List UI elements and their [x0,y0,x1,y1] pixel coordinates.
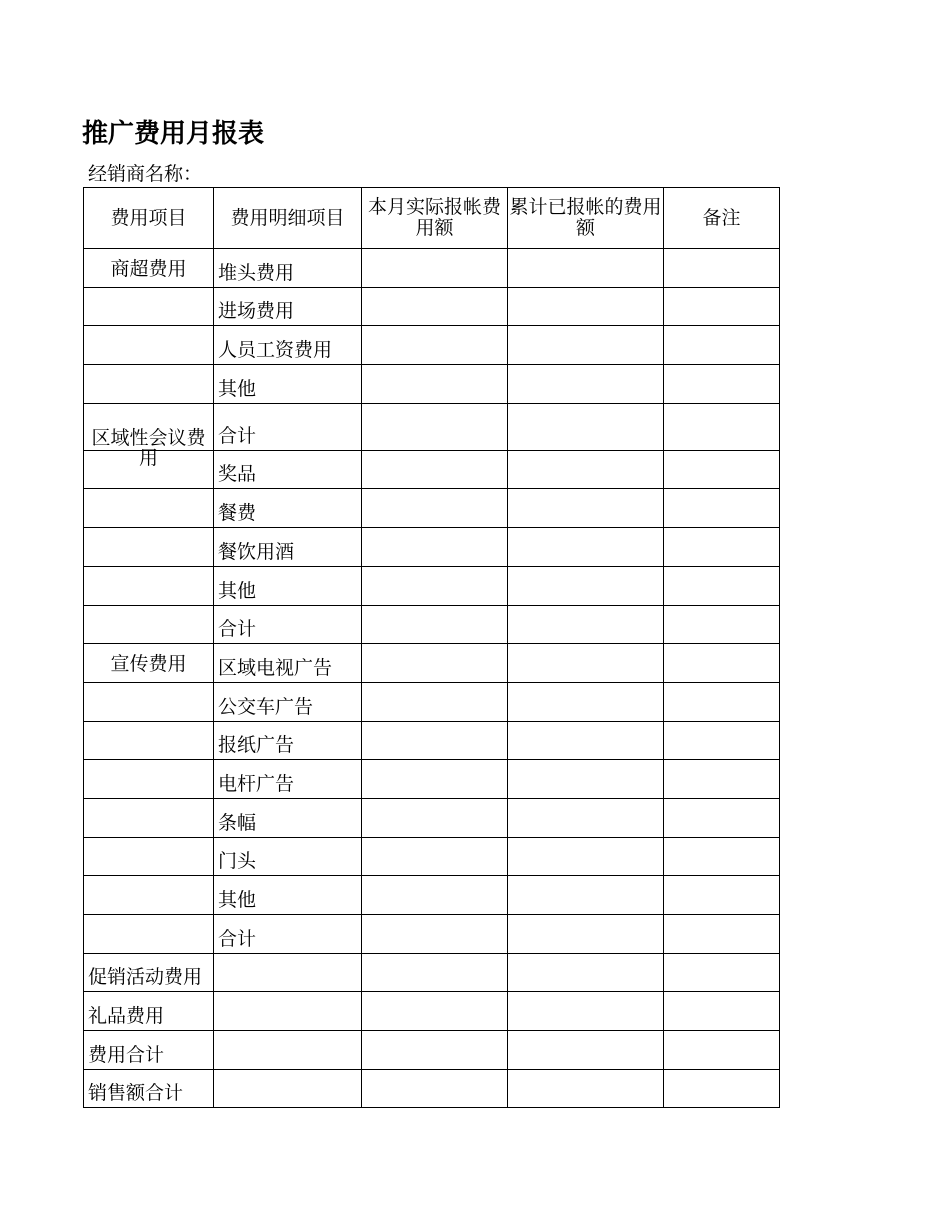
remark-cell[interactable] [664,876,780,915]
remark-cell[interactable] [664,249,780,288]
table-row [84,915,780,954]
cumulative-amount-cell[interactable] [508,760,664,799]
detail-cell[interactable]: 电杆广告 [214,760,362,799]
category-cell[interactable] [84,365,214,404]
remark-cell[interactable] [664,644,780,683]
cumulative-amount-cell[interactable] [508,876,664,915]
monthly-amount-cell[interactable] [362,760,508,799]
monthly-amount-cell[interactable] [362,876,508,915]
remark-cell[interactable] [664,837,780,876]
table-row [84,566,780,605]
category-cell[interactable] [84,760,214,799]
category-cell[interactable]: 促销活动费用 [84,953,214,992]
cumulative-amount-cell[interactable] [508,798,664,837]
remark-cell[interactable] [664,953,780,992]
expense-table [83,187,780,1108]
table-row [84,326,780,365]
remark-cell[interactable] [664,566,780,605]
monthly-amount-cell[interactable] [362,528,508,567]
category-cell[interactable]: 销售额合计 [84,1069,214,1108]
table-row [84,528,780,567]
monthly-amount-cell[interactable] [362,721,508,760]
table-row [84,1031,780,1070]
cumulative-amount-cell[interactable] [508,682,664,721]
remark-cell[interactable] [664,326,780,365]
table-row [84,365,780,404]
monthly-amount-cell[interactable] [362,798,508,837]
table-row [84,403,780,450]
table-row [84,489,780,528]
remark-cell[interactable] [664,287,780,326]
dealer-name-label: 经销商名称： [88,163,203,185]
category-cell[interactable] [84,798,214,837]
table-row [84,287,780,326]
cumulative-amount-cell[interactable] [508,837,664,876]
detail-cell[interactable]: 条幅 [214,798,362,837]
cumulative-amount-cell[interactable] [508,915,664,954]
table-row [84,249,780,288]
cumulative-amount-cell[interactable] [508,953,664,992]
detail-cell[interactable]: 合计 [214,915,362,954]
category-cell[interactable]: 区域性会议费用 [84,403,214,450]
detail-cell[interactable]: 其他 [214,365,362,404]
cumulative-amount-cell[interactable] [508,605,664,644]
detail-cell[interactable]: 堆头费用 [214,249,362,288]
monthly-amount-cell[interactable] [362,287,508,326]
category-cell[interactable] [84,915,214,954]
header-cell: 费用明细项目 [214,188,362,249]
detail-cell[interactable]: 进场费用 [214,287,362,326]
cumulative-amount-cell[interactable] [508,1069,664,1108]
cumulative-amount-cell[interactable] [508,566,664,605]
remark-cell[interactable] [664,992,780,1031]
remark-cell[interactable] [664,1031,780,1070]
monthly-amount-cell[interactable] [362,644,508,683]
detail-cell[interactable] [214,1031,362,1070]
monthly-amount-cell[interactable] [362,682,508,721]
header-cell: 累计已报帐的费用额 [508,188,664,249]
remark-cell[interactable] [664,489,780,528]
monthly-amount-cell[interactable] [362,915,508,954]
detail-cell[interactable]: 餐饮用酒 [214,528,362,567]
monthly-amount-cell[interactable] [362,489,508,528]
detail-cell[interactable]: 合计 [214,403,362,450]
table-row [84,953,780,992]
detail-cell[interactable]: 公交车广告 [214,682,362,721]
detail-cell[interactable]: 餐费 [214,489,362,528]
category-cell[interactable] [84,721,214,760]
remark-cell[interactable] [664,915,780,954]
category-cell[interactable] [84,566,214,605]
monthly-amount-cell[interactable] [362,566,508,605]
cumulative-amount-cell[interactable] [508,1031,664,1070]
remark-cell[interactable] [664,450,780,489]
category-cell[interactable] [84,837,214,876]
cumulative-amount-cell[interactable] [508,287,664,326]
category-cell[interactable]: 宣传费用 [84,644,214,683]
category-cell[interactable]: 费用合计 [84,1031,214,1070]
table-row [84,721,780,760]
detail-cell[interactable] [214,953,362,992]
cumulative-amount-cell[interactable] [508,450,664,489]
remark-cell[interactable] [664,605,780,644]
detail-cell[interactable]: 其他 [214,876,362,915]
monthly-amount-cell[interactable] [362,1069,508,1108]
cumulative-amount-cell[interactable] [508,992,664,1031]
remark-cell[interactable] [664,721,780,760]
monthly-amount-cell[interactable] [362,605,508,644]
remark-cell[interactable] [664,365,780,404]
detail-cell[interactable]: 报纸广告 [214,721,362,760]
monthly-amount-cell[interactable] [362,249,508,288]
table-row [84,682,780,721]
remark-cell[interactable] [664,403,780,450]
category-cell[interactable] [84,876,214,915]
remark-cell[interactable] [664,682,780,721]
cumulative-amount-cell[interactable] [508,326,664,365]
detail-cell[interactable]: 人员工资费用 [214,326,362,365]
category-cell[interactable] [84,605,214,644]
category-cell[interactable] [84,326,214,365]
table-row [84,605,780,644]
cumulative-amount-cell[interactable] [508,721,664,760]
monthly-amount-cell[interactable] [362,365,508,404]
cumulative-amount-cell[interactable] [508,489,664,528]
detail-cell[interactable]: 奖品 [214,450,362,489]
table-row [84,1069,780,1108]
remark-cell[interactable] [664,1069,780,1108]
remark-cell[interactable] [664,798,780,837]
category-cell[interactable] [84,528,214,567]
table-row [84,760,780,799]
remark-cell[interactable] [664,760,780,799]
table-row [84,644,780,683]
category-cell[interactable]: 商超费用 [84,249,214,288]
remark-cell[interactable] [664,528,780,567]
table-header-row [84,188,780,249]
detail-cell[interactable]: 合计 [214,605,362,644]
monthly-amount-cell[interactable] [362,837,508,876]
monthly-amount-cell[interactable] [362,1031,508,1070]
detail-cell[interactable]: 门头 [214,837,362,876]
category-cell[interactable] [84,489,214,528]
cumulative-amount-cell[interactable] [508,403,664,450]
report-title: 推广费用月报表 [82,119,265,149]
cumulative-amount-cell[interactable] [508,249,664,288]
table-row [84,837,780,876]
monthly-amount-cell[interactable] [362,326,508,365]
monthly-amount-cell[interactable] [362,450,508,489]
monthly-amount-cell[interactable] [362,953,508,992]
monthly-amount-cell[interactable] [362,992,508,1031]
cumulative-amount-cell[interactable] [508,644,664,683]
detail-cell[interactable] [214,1069,362,1108]
header-cell: 备注 [664,188,780,249]
header-cell: 本月实际报帐费用额 [362,188,508,249]
table-row [84,798,780,837]
detail-cell[interactable] [214,992,362,1031]
detail-cell[interactable]: 区域电视广告 [214,644,362,683]
monthly-amount-cell[interactable] [362,403,508,450]
detail-cell[interactable]: 其他 [214,566,362,605]
table-row [84,992,780,1031]
category-cell[interactable] [84,287,214,326]
cumulative-amount-cell[interactable] [508,365,664,404]
category-cell[interactable] [84,682,214,721]
header-cell: 费用项目 [84,188,214,249]
category-cell[interactable]: 礼品费用 [84,992,214,1031]
cumulative-amount-cell[interactable] [508,528,664,567]
table-row [84,876,780,915]
